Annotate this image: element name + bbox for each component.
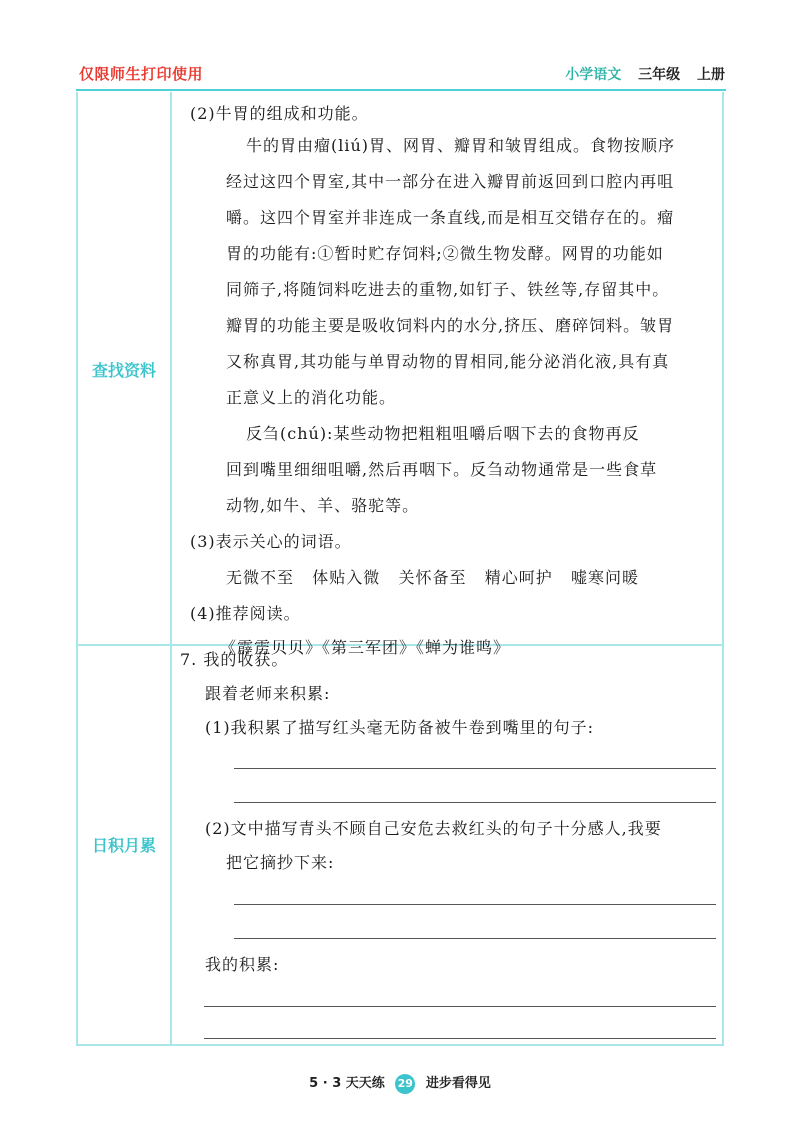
question-7: 7. 我的收获。 (180, 650, 289, 669)
paragraph-line: 动物,如牛、羊、骆驼等。 (226, 496, 420, 515)
paragraph-line: 嚼。这四个胃室并非连成一条直线,而是相互交错存在的。瘤 (226, 208, 675, 227)
answer-line[interactable] (234, 904, 716, 905)
paragraph-line: 同筛子,将随饲料吃进去的重物,如钉子、铁丝等,存留其中。 (226, 280, 670, 299)
paragraph-line: 反刍(chú):某些动物把粗粗咀嚼后咽下去的食物再反 (246, 424, 640, 443)
answer-line[interactable] (204, 1038, 716, 1039)
page-footer (0, 1072, 800, 1094)
my-accumulation: 我的积累: (205, 955, 280, 974)
section-label-research: 查找资料 (91, 361, 156, 380)
answer-line[interactable] (234, 938, 716, 939)
section-label-accumulate: 日积月累 (91, 836, 156, 855)
subject-label: 小学语文 (565, 67, 622, 83)
paragraph-line: 经过这四个胃室,其中一部分在进入瓣胃前返回到口腔内再咀 (226, 172, 675, 191)
worksheet-table (76, 92, 724, 1046)
grade-label: 三年级 (638, 67, 681, 83)
item-2-title: (2)牛胃的组成和功能。 (190, 104, 369, 123)
volume-label: 上册 (697, 67, 725, 83)
sub-question-2-cont: 把它摘抄下来: (226, 853, 335, 872)
paragraph-line: 回到嘴里细细咀嚼,然后再咽下。反刍动物通常是一些食草 (226, 460, 658, 479)
page-number: 29 (395, 1074, 415, 1094)
answer-line[interactable] (234, 768, 716, 769)
follow-teacher: 跟着老师来积累: (205, 684, 331, 703)
paragraph-line: 胃的功能有:①暂时贮存饲料;②微生物发酵。网胃的功能如 (226, 244, 664, 263)
item-4-title: (4)推荐阅读。 (190, 604, 301, 623)
care-words: 无微不至 体贴入微 关怀备至 精心呵护 嘘寒问暖 (226, 568, 640, 587)
footer-slogan: 进步看得见 (425, 1076, 491, 1091)
paragraph-line: 牛的胃由瘤(liú)胃、网胃、瓣胃和皱胃组成。食物按顺序 (246, 136, 676, 155)
print-notice: 仅限师生打印使用 (79, 65, 204, 83)
recommended-books: 《霹雳贝贝》《第三军团》《蝉为谁鸣》 (220, 638, 511, 657)
item-3-title: (3)表示关心的词语。 (190, 532, 352, 551)
answer-line[interactable] (234, 802, 716, 803)
footer-brand: 5 · 3 天天练 (309, 1076, 385, 1091)
column-divider (170, 92, 172, 1044)
paragraph-line: 瓣胃的功能主要是吸收饲料内的水分,挤压、磨碎饲料。皱胃 (226, 316, 675, 335)
paragraph-line: 又称真胃,其功能与单胃动物的胃相同,能分泌消化液,具有真 (226, 352, 670, 371)
paragraph-line: 正意义上的消化功能。 (226, 388, 397, 407)
sub-question-1: (1)我积累了描写红头毫无防备被牛卷到嘴里的句子: (205, 718, 595, 737)
header-info (565, 64, 725, 84)
answer-line[interactable] (204, 1006, 716, 1007)
header-divider (76, 89, 726, 91)
sub-question-2: (2)文中描写青头不顾自己安危去救红头的句子十分感人,我要 (205, 819, 662, 838)
